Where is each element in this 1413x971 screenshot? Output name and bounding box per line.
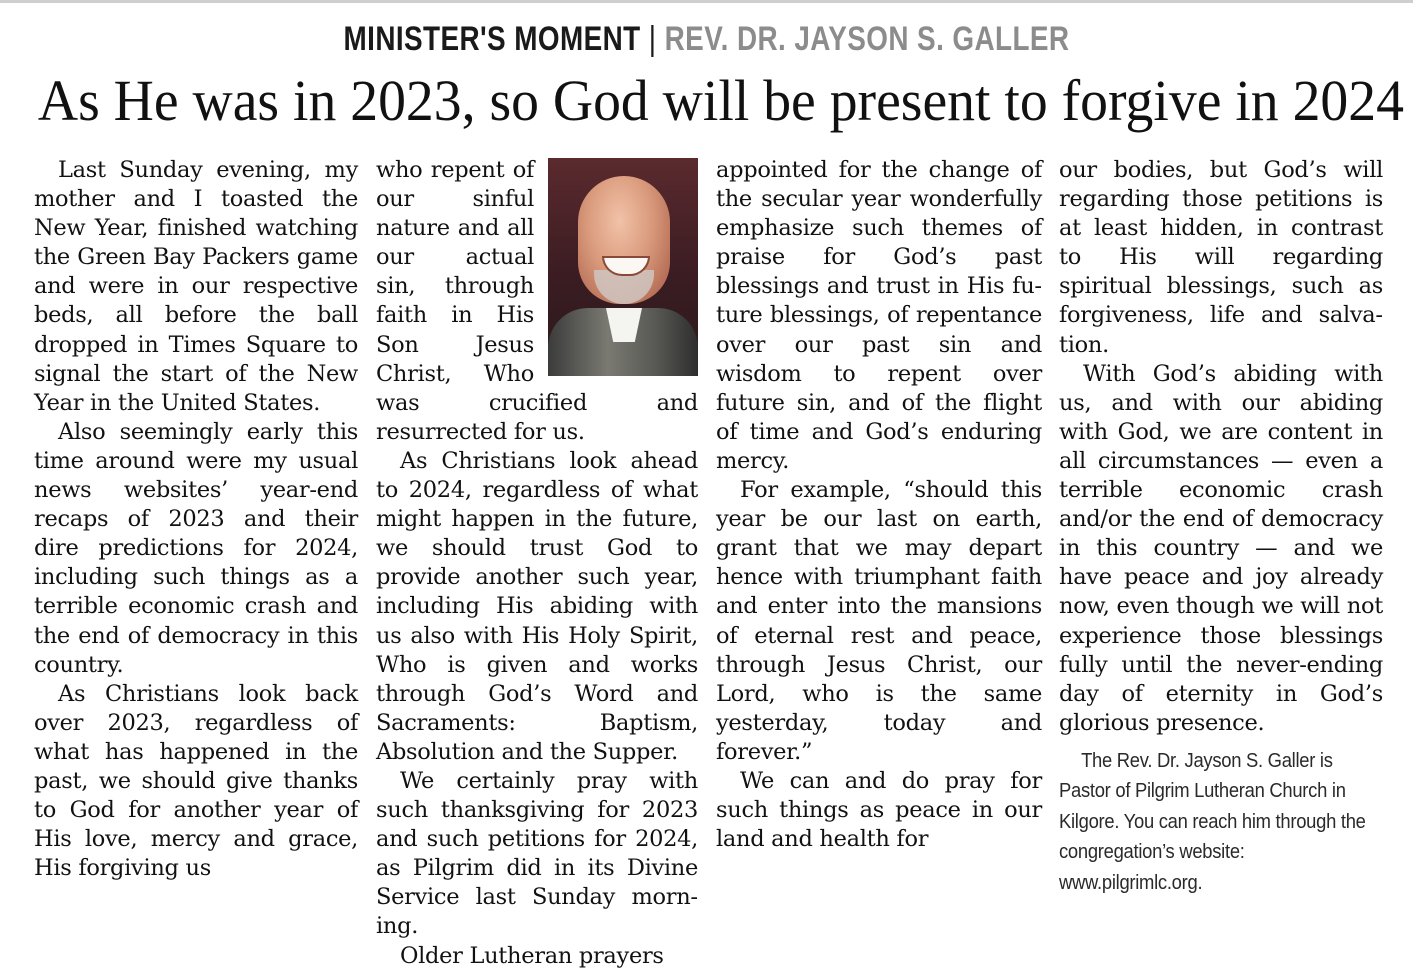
column-name: MINISTER'S MOMENT bbox=[343, 20, 641, 58]
kicker-separator: | bbox=[648, 20, 657, 58]
paragraph: With God’s abiding with us, and with our abiding with God, we are content in all circumstances — even a terrible economic crash and/or the end of democracy in this country — and we have peace and joy already now, even though we will not experience those blessings fully until the never-ending day of eternity in God’s glorious presence. bbox=[1059, 360, 1383, 736]
author-portrait bbox=[548, 158, 698, 376]
paragraph: Also seemingly early this time around were my usual news websites’ year-end recaps of 2023 and their dire predictions for 2024, including such things as a terrible economic crash and the end of democracy in this country. bbox=[34, 418, 358, 678]
top-rule bbox=[0, 0, 1413, 3]
paragraph: As Christians look ahead to 2024, regardless of what might happen in the future, we should trust God to provide another such year, including His abiding with us also with His Holy Spirit, Who is given and works through God’s Word and Sacraments: Baptism, Absolution and the Supper. bbox=[376, 447, 698, 765]
paragraph: As Christians look back over 2023, regardless of what has happened in the past, we should give thanks to God for another year of His love, mercy and grace, His forgiving us bbox=[34, 680, 358, 882]
paragraph: We certainly pray with such thanksgiving for 2023 and such petitions for 2024, as Pilgrim did in its Divine Service last Sunday morning. bbox=[376, 767, 698, 940]
article-column-4 bbox=[1059, 156, 1383, 898]
paragraph-continued: our bodies, but God’s will regarding those petitions is at least hidden, in contrast to His will regarding spiritual blessings, such as forgiveness, life and salvation. bbox=[1059, 157, 1383, 358]
paragraph: Older Lutheran prayers bbox=[400, 942, 664, 969]
paragraph: Last Sunday evening, my mother and I toasted the New Year, finished watching the Green Bay Packers game and were in our respective beds, all before the ball dropped in Times Square to signal the start of the New Year in the United States. bbox=[34, 157, 358, 416]
author-bio: The Rev. Dr. Jayson S. Galler is Pastor of Pilgrim Lutheran Church in Kilgore. You can reach him through the congregation’s website: www.pilgrimlc.org. bbox=[1059, 749, 1366, 894]
paragraph-continued: who repent of our sinful nature and all our actual sin, through faith in His Son Jesus Christ, Who was crucified and resurrected for us. bbox=[376, 157, 698, 445]
paragraph: We can and do pray for such things as peace in our land and health for bbox=[716, 767, 1042, 853]
headline: As He was in 2023, so God will be present to forgive in 2024 bbox=[37, 68, 1404, 133]
article-column-1 bbox=[34, 156, 358, 883]
paragraph: For example, “should this year be our last on earth, grant that we may depart hence with triumphant faith and enter into the mansions of eternal rest and peace, through Jesus Christ, our Lord, who is the same yesterday, today and forever.” bbox=[716, 477, 1042, 765]
kicker-author: REV. DR. JAYSON S. GALLER bbox=[664, 20, 1070, 58]
paragraph-continued: appointed for the change of the secular year wonderfully emphasize such themes of praise for God’s past blessings and trust in His future blessings, of repentance over our past sin and wisdom to repent over future sin, and of the flight of time and God’s enduring mercy. bbox=[716, 157, 1042, 474]
article-column-3 bbox=[716, 156, 1042, 854]
article-column-2 bbox=[376, 156, 698, 971]
column-kicker bbox=[127, 16, 1286, 62]
